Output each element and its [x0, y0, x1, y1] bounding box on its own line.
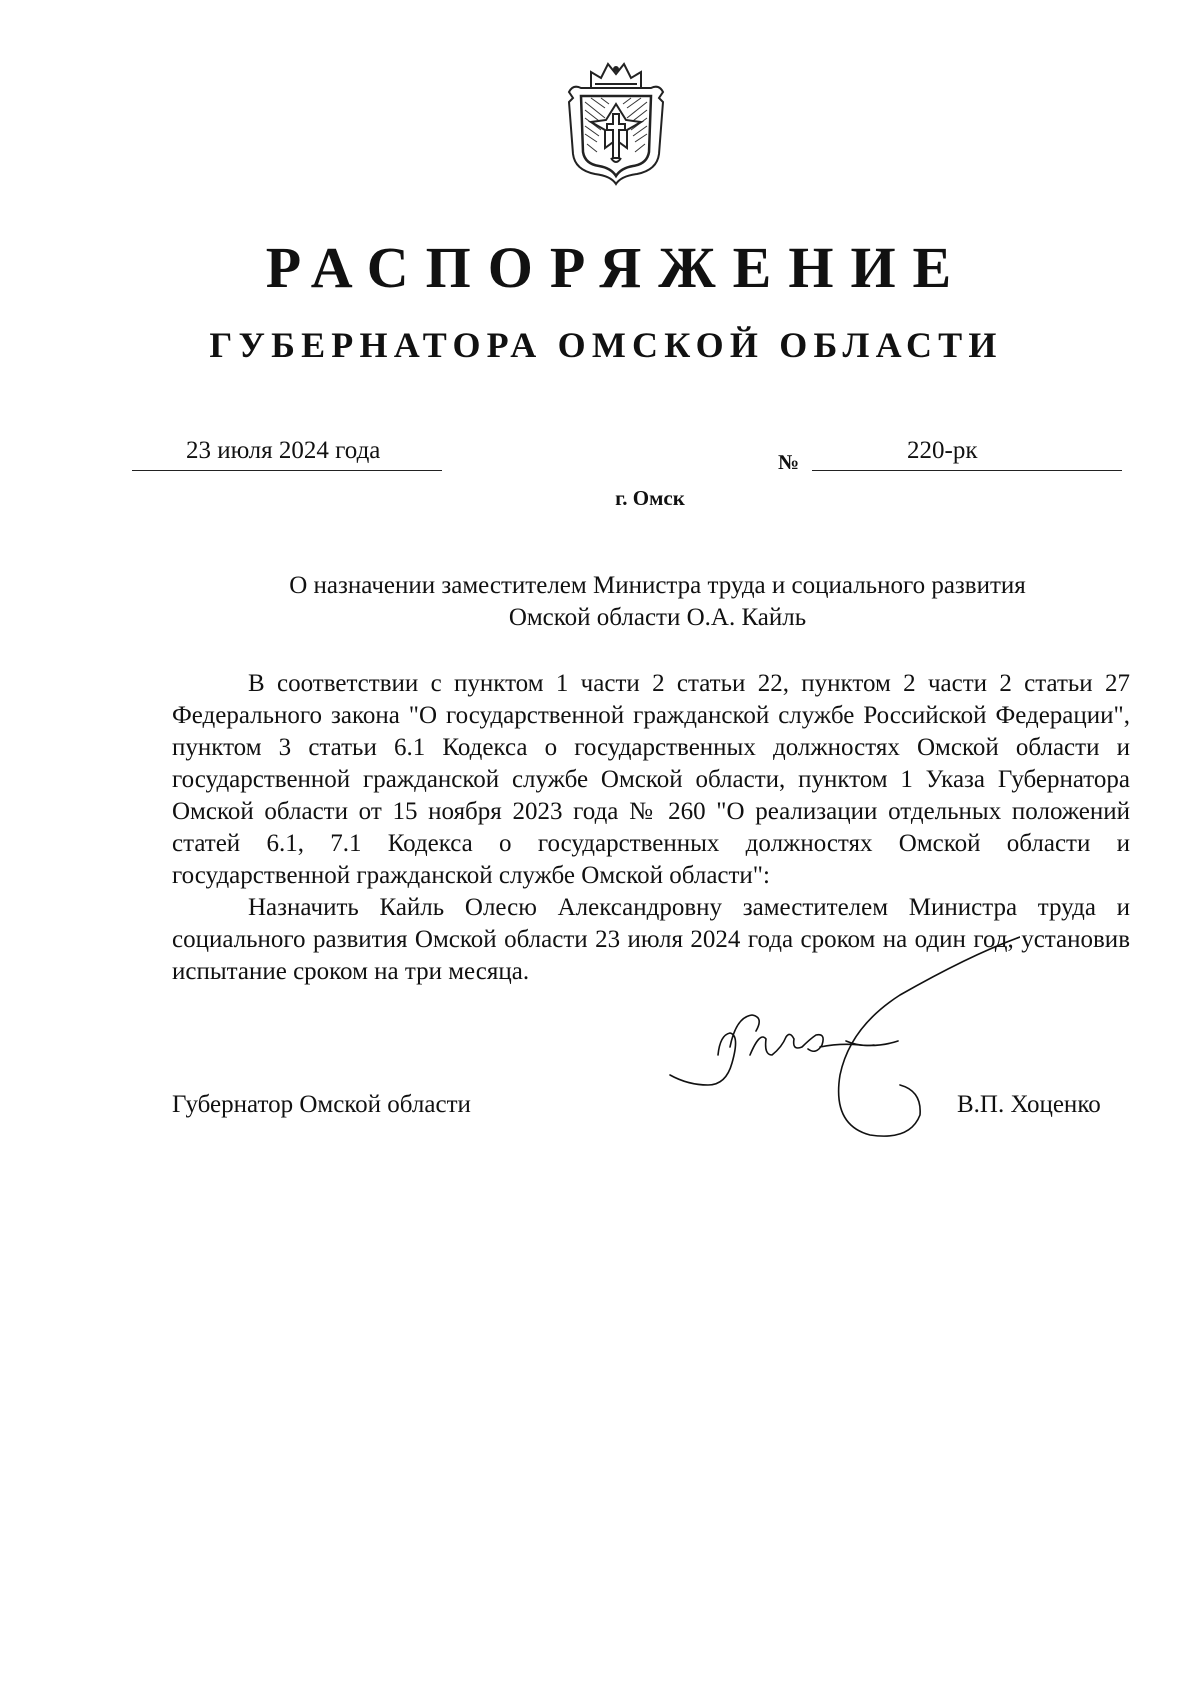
- subject-line-1: О назначении заместителем Министра труда и социального развития: [289, 572, 1026, 599]
- signatory-role: Губернатор Омской области: [172, 1091, 471, 1118]
- coat-of-arms-emblem: [561, 58, 671, 188]
- subject-line-2: Омской области О.А. Кайль: [508, 604, 807, 631]
- document-city: г. Омск: [615, 486, 685, 510]
- document-subtitle: ГУБЕРНАТОРА ОМСКОЙ ОБЛАСТИ: [209, 325, 1003, 365]
- document-title: РАСПОРЯЖЕНИЕ: [265, 235, 969, 300]
- document-date: 23 июля 2024 года: [186, 437, 381, 464]
- body-paragraph-2: Назначить Кайль Олесю Александровну заместителем Министра труда и социального развития Омской области 23 июля 2024 года сроком на один год, установив испытание сроком на три месяца.: [172, 894, 1130, 985]
- document-subject: [180, 570, 1135, 634]
- date-field: [132, 436, 442, 471]
- city-line: [0, 485, 1200, 511]
- signatory-name: В.П. Хоценко: [957, 1091, 1101, 1118]
- number-field: [812, 436, 1122, 471]
- document-number: 220-рк: [907, 437, 978, 464]
- number-sign: №: [778, 450, 800, 474]
- handwritten-signature: [660, 935, 1020, 1155]
- body-paragraph-1: В соответствии с пунктом 1 части 2 статьи 22, пунктом 2 части 2 статьи 27 Федерального закона "О государственной гражданской службе Российской Федерации", пунктом 3 статьи 6.1 Кодекса о государственных должностях Омской области и государственной гражданской службе Омской области, пунктом 1 Указа Губернатора Омской области от 15 ноября 2023 года № 260 "О реализации отдельных положений статей 6.1, 7.1 Кодекса о государственных должностях Омской области и государственной гражданской службе Омской области":: [172, 670, 1130, 889]
